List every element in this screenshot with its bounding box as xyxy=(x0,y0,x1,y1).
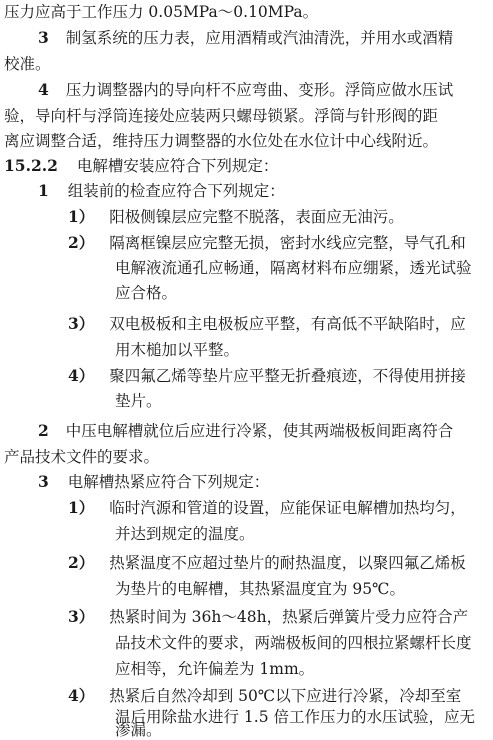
text-line: 温后用除盐水进行 1.5 倍工作压力的水压试验，应无 xyxy=(115,708,476,726)
sub-item-number: 2） xyxy=(68,553,95,572)
section-heading: 15.2.2 电解槽安装应符合下列规定： xyxy=(4,156,279,175)
sub-item-number: 1） xyxy=(68,498,95,517)
sub-item-number: 1） xyxy=(68,207,95,226)
item-number: 4 xyxy=(38,80,49,99)
text-line: 为垫片的电解槽，其热紧温度宜为 95℃。 xyxy=(115,580,405,598)
list-item: 2 中压电解槽就位后应进行冷紧，使其两端极板间距离符合 xyxy=(38,421,454,440)
sub-item: 3） 热紧时间为 36h～48h，热紧后弹簧片受力应符合产 xyxy=(68,607,469,626)
text-line: 电解液流通孔应畅通，隔离材料布应绷紧，透光试验 xyxy=(115,259,472,277)
sub-item-number: 3） xyxy=(68,607,95,626)
text-line: 垫片。 xyxy=(115,392,162,410)
item-number: 1 xyxy=(38,181,49,200)
text-line: 应相等，允许偏差为 1mm。 xyxy=(115,660,315,678)
sub-item: 4） 聚四氟乙烯等垫片应平整无折叠痕迹，不得使用拼接 xyxy=(68,366,466,385)
text-line: 渗漏。 xyxy=(115,721,162,739)
text-line: 压力应高于工作压力 0.05MPa～0.10MPa。 xyxy=(4,3,319,21)
sub-item-number: 2） xyxy=(68,233,95,252)
text-line: 校准。 xyxy=(4,55,51,73)
list-item: 3 制氢系统的压力表，应用酒精或汽油清洗，并用水或酒精 xyxy=(38,28,454,47)
sub-item: 3） 双电极板和主电极板应平整，有高低不平缺陷时，应 xyxy=(68,314,466,333)
sub-item-number: 4） xyxy=(68,366,95,385)
text-line: 离应调整合适，维持压力调整器的水位处在水位计中心线附近。 xyxy=(4,132,439,150)
item-number: 3 xyxy=(38,28,49,47)
sub-item: 2） 热紧温度不应超过垫片的耐热温度，以聚四氟乙烯板 xyxy=(68,553,466,572)
sub-item: 2） 隔离框镍层应完整无损，密封水线应完整，导气孔和 xyxy=(68,233,466,252)
text-line: 应合格。 xyxy=(115,284,178,302)
sub-item: 1） 阳极侧镍层应完整不脱落，表面应无油污。 xyxy=(68,207,404,226)
sub-item: 1） 临时汽源和管道的设置，应能保证电解槽加热均匀， xyxy=(68,498,466,517)
item-number: 2 xyxy=(38,421,49,440)
text-line: 验，导向杆与浮筒连接处应装两只螺母锁紧。浮筒与针形阀的距 xyxy=(4,107,439,125)
sub-item-number: 4） xyxy=(68,686,95,705)
list-item: 3 电解槽热紧应符合下列规定： xyxy=(38,472,270,491)
text-line: 并达到规定的温度。 xyxy=(115,525,255,543)
text-line: 用木槌加以平整。 xyxy=(115,341,240,359)
sub-item: 4） 热紧后自然冷却到 50℃以下应进行冷紧，冷却至室 xyxy=(68,686,462,705)
item-number: 3 xyxy=(38,472,49,491)
list-item: 4 压力调整器内的导向杆不应弯曲、变形。浮筒应做水压试 xyxy=(38,80,454,99)
text-line: 产品技术文件的要求。 xyxy=(4,448,160,466)
section-number: 15.2.2 xyxy=(4,156,58,175)
list-item: 1 组装前的检查应符合下列规定： xyxy=(38,181,285,200)
text-line: 品技术文件的要求，两端极板间的四根拉紧螺杆长度 xyxy=(115,634,472,652)
sub-item-number: 3） xyxy=(68,314,95,333)
